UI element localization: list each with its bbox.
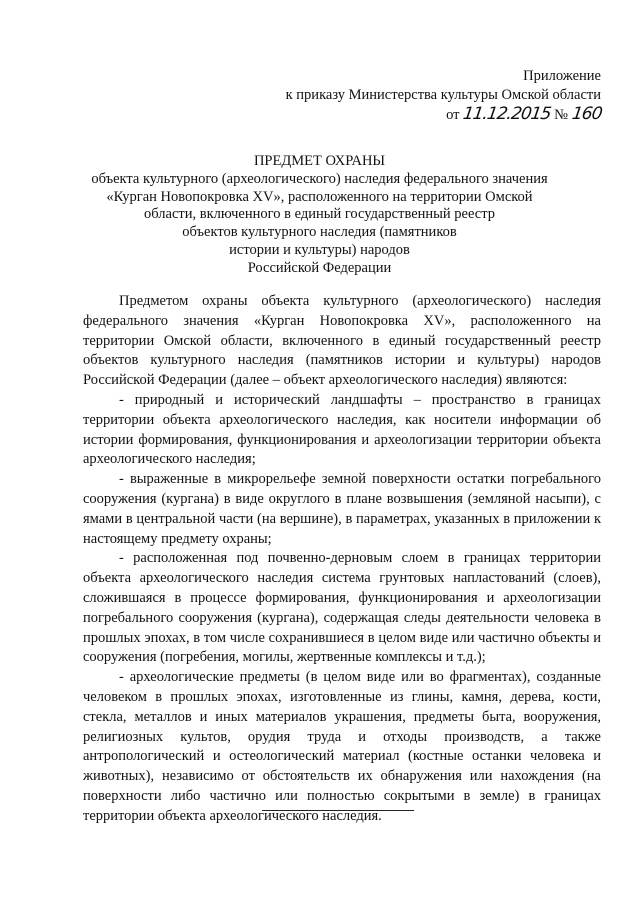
- intro-paragraph: Предметом охраны объекта культурного (археологического) наследия федерального значения «Курган Новопокровка XV», расположенного на территории Омской области, включенного в единый государственный реестр объектов культурного наследия (памятников истории и культуры) народов Российской Федерации (далее – объект археологического наследия) являются:: [83, 293, 601, 389]
- list-item: - расположенная под почвенно-дерновым слоем в границах территории объекта археологического наследия система грунтовых напластований (слоев), сложившаяся в процессе формирования, функционирования и археологизации погребального сооружения (кургана), содержащая следы деятельности человека в прошлых эпохах, в том числе сохранившиеся в целом виде или частично объекты и сооружения (погребения, могилы, жертвенные комплексы и т.д.);: [83, 550, 601, 666]
- title-line: объектов культурного наследия (памятников: [182, 224, 457, 241]
- title-line: объекта культурного (археологического) наследия федерального значения: [91, 170, 548, 187]
- document-body: [83, 292, 601, 827]
- title-heading: ПРЕДМЕТ ОХРАНЫ: [253, 153, 386, 169]
- handwritten-date: 11.12.2015: [461, 104, 552, 124]
- list-item: - археологические предметы (в целом виде или во фрагментах), созданные человеком в прошлых эпохах, изготовленные из глины, камня, дерева, кости, стекла, металлов и иных материалов украшения, предметы быта, вооружения, религиозных культов, орудия труда и отходы производств, а также антропологический и остеологический материал (костные останки человека и животных), независимо от обстоятельств их обнаружения или нахождения (на поверхности либо частично или полностью сокрытыми в земле) в границах территории объекта археологического наследия.: [83, 669, 601, 824]
- appendix-label: Приложение: [523, 68, 601, 84]
- order-reference: к приказу Министерства культуры Омской области: [285, 87, 601, 103]
- handwritten-number: 160: [570, 104, 603, 124]
- title-line: Российской Федерации: [247, 259, 392, 276]
- list-item: - выраженные в микрорельефе земной поверхности остатки погребального сооружения (кургана) в виде округлого в плане возвышения (земляной насыпи), с ямами в центральной части (на вершине), в параметрах, указанных в приложении к настоящему предмету охраны;: [83, 471, 601, 547]
- title-line: области, включенного в единый государственный реестр: [144, 206, 495, 223]
- document-title: [0, 153, 639, 278]
- title-line: истории и культуры) народов: [229, 241, 410, 258]
- date-prefix: от: [446, 107, 460, 123]
- order-date-line: [446, 105, 601, 125]
- list-item: - природный и исторический ландшафты – пространство в границах территории объекта археологического наследия, как носители информации об истории формирования, функционирования и археологизации территории объекта археологического наследия;: [83, 391, 601, 468]
- closing-divider: [262, 810, 414, 811]
- number-sign: №: [554, 107, 568, 123]
- title-line: «Курган Новопокровка XV», расположенного на территории Омской: [106, 188, 533, 205]
